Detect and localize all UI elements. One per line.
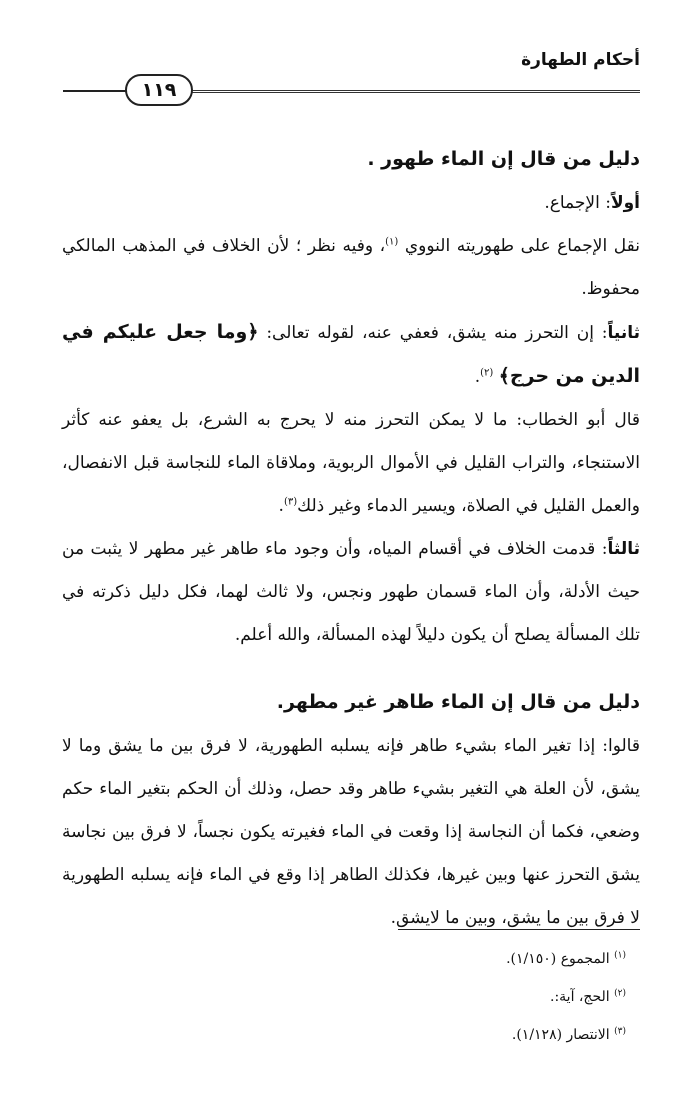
point-text: : إن التحرز منه يشق، فعفي عنه، لقوله تعالى:	[258, 323, 608, 343]
footnote-number: (٢)	[614, 988, 626, 999]
point-third	[62, 528, 640, 657]
footnote	[62, 940, 626, 978]
header-rule-left	[63, 90, 133, 92]
point-text: : الإجماع.	[544, 193, 611, 213]
running-title: أحكام الطهارة	[521, 50, 640, 70]
footnote-number: (٣)	[614, 1026, 626, 1037]
point-label: ثالثاً	[607, 539, 640, 559]
punctuation: .	[278, 496, 284, 516]
spacer	[62, 657, 640, 679]
main-content	[62, 136, 640, 940]
paragraph-text: ، وفيه نظر ؛ لأن الخلاف في المذهب المالكي محفوظ.	[62, 236, 640, 299]
page-number: ١١٩	[125, 74, 193, 106]
paragraph-text: قال أبو الخطاب: ما لا يمكن التحرز منه لا يحرج به الشرع، بل يعفو عنه كأثر الاستنجاء، والتراب القليل في الأموال الربوية، وملاقاة الماء للنجاسة قبل الانفصال، والعمل القليل في الصلاة، ويسير الدماء وغير ذلك	[62, 410, 640, 516]
point-second	[62, 311, 640, 399]
section-heading-pure-not-purifying: دليل من قال إن الماء طاهر غير مطهر.	[276, 691, 640, 713]
paragraph-consensus	[62, 225, 640, 311]
header-rule-right	[183, 90, 640, 93]
footnote	[62, 1016, 626, 1054]
paragraph-text: نقل الإجماع على طهوريته النووي	[398, 236, 640, 256]
point-first	[62, 182, 640, 225]
footnote	[62, 978, 626, 1016]
punctuation: .	[474, 367, 481, 387]
quran-quote: ﴿وما جعل عليكم في الدين من حرج﴾	[62, 321, 640, 387]
point-label: أولاً	[610, 193, 640, 213]
point-label: ثانياً	[607, 323, 640, 343]
section-heading-pure-water: دليل من قال إن الماء طهور .	[367, 148, 640, 170]
footnote-text: الحج، آية:.	[550, 989, 610, 1005]
footnote-ref: (١)	[385, 236, 399, 248]
footnote-rule	[398, 929, 640, 930]
paragraph-abu-alkhattab	[62, 399, 640, 528]
footnote-ref: (٢)	[480, 367, 494, 379]
footnote-text: المجموع (١/١٥٠).	[506, 951, 610, 967]
point-text: : قدمت الخلاف في أقسام المياه، وأن وجود ماء طاهر غير مطهر لا يثبت من حيث الأدلة، وأن الماء قسمان طهور ونجس، ولا ثالث لهما، فكل دليل ذكرته في تلك المسألة يصلح أن يكون دليلاً لهذه المسألة، والله أعلم.	[62, 539, 640, 645]
footnote-number: (١)	[614, 950, 626, 961]
paragraph-they-said: قالوا: إذا تغير الماء بشيء طاهر فإنه يسلبه الطهورية، لا فرق بين ما يشق وما لا يشق، لأن العلة هي التغير بشيء طاهر وقد حصل، وذلك أن الحكم بتغير الماء حكم وضعي، فكما أن النجاسة إذا وقعت في الماء فغيرته يكون نجساً، لا فرق بين نجاسة يشق التحرز عنها وبين غيرها، فكذلك الطاهر إذا وقع في الماء فإنه يسلبه الطهورية لا فرق بين ما يشق، وبين ما لايشق.	[62, 736, 640, 928]
footnote-text: الانتصار (١/١٢٨).	[511, 1027, 610, 1043]
footnotes	[62, 940, 626, 1054]
footnote-ref: (٣)	[283, 496, 298, 508]
